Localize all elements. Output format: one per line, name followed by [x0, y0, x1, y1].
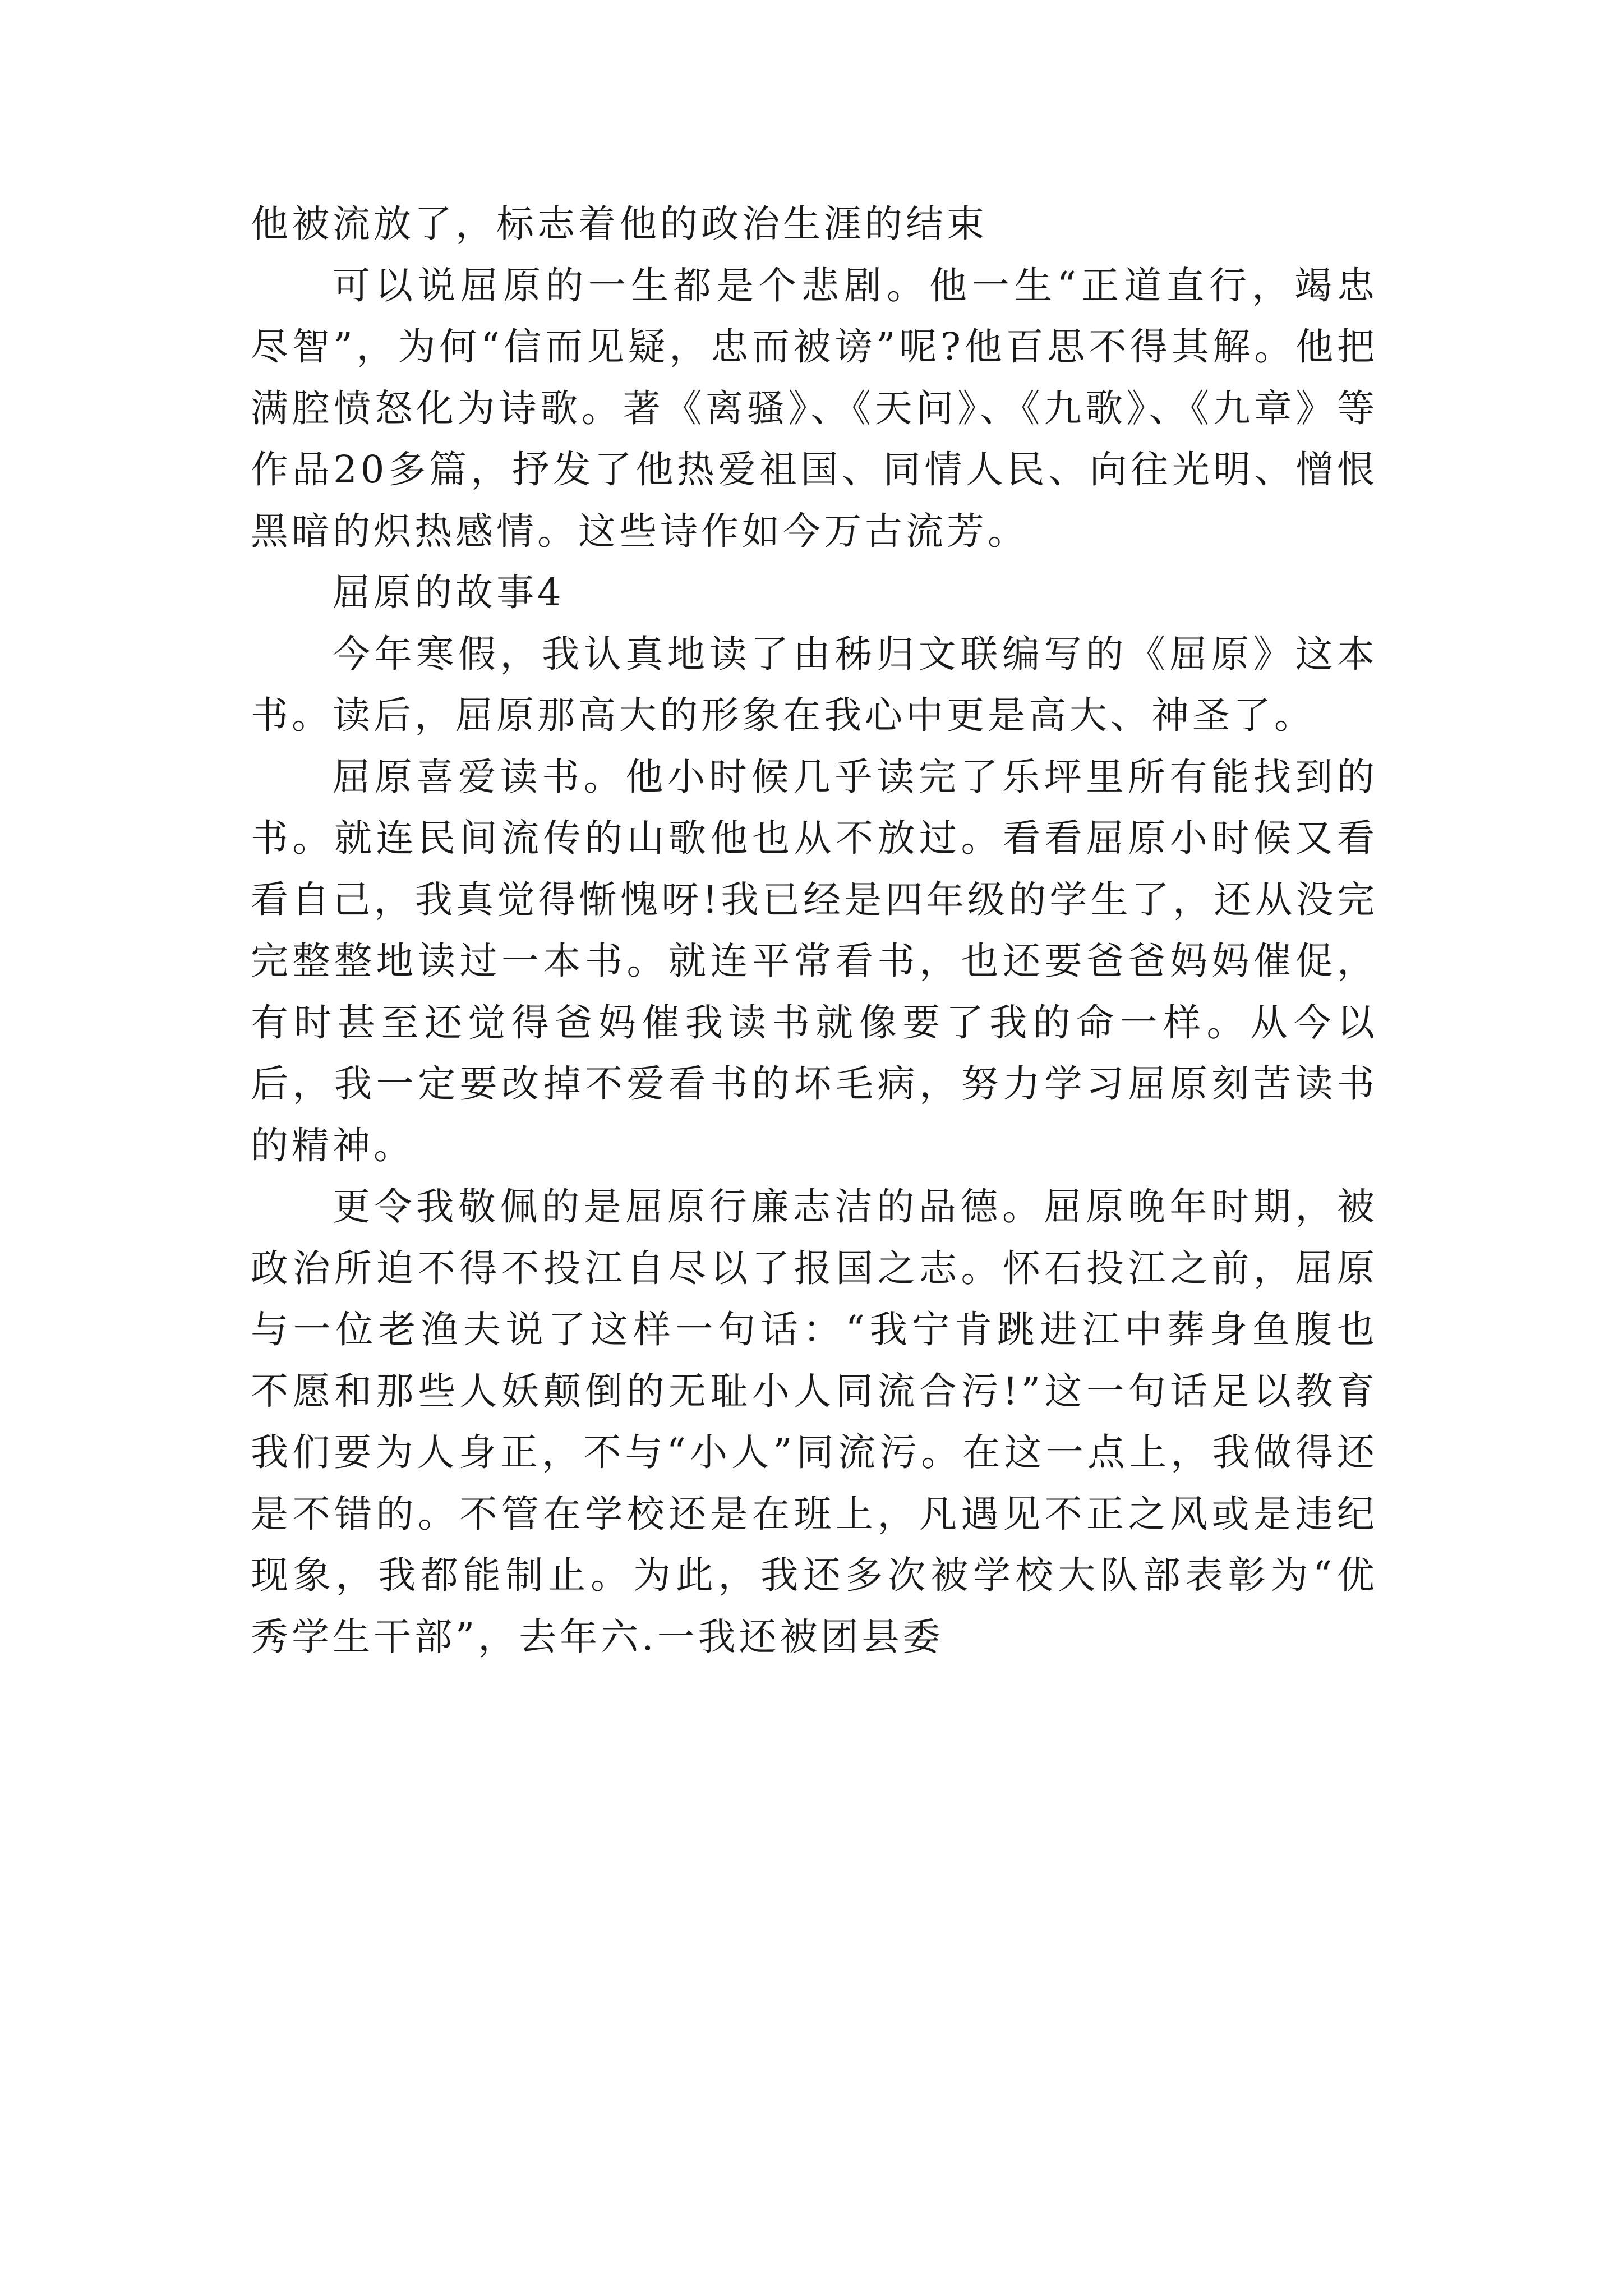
section-heading: 屈原的故事4: [333, 570, 565, 614]
paragraph-quyuan-tragedy: 可以说屈原的一生都是个悲剧。他一生“正道直行，竭忠尽智”，为何“信而见疑，忠而被谤”呢?他百思不得其解。他把满腔愤怒化为诗歌。著《离骚》、《天问》、《九歌》、《九章》等作品20多篇，抒发了他热爱祖国、同情人民、向往光明、憎恨黑暗的炽热感情。这些诗作如今万古流芳。: [251, 263, 1378, 553]
paragraph-integrity: 更令我敬佩的是屈原行廉志洁的品德。屈原晚年时期，被政治所迫不得不投江自尽以了报国之志。怀石投江之前，屈原与一位老渔夫说了这样一句话：“我宁肯跳进江中葬身鱼腹也不愿和那些人妖颠倒的无耻小人同流合污!”这一句话足以教育我们要为人身正，不与“小人”同流污。在这一点上，我做得还是不错的。不管在学校还是在班上，凡遇见不正之风或是违纪现象，我都能制止。为此，我还多次被学校大队部表彰为“优秀学生干部”，去年六.一我还被团县委: [251, 1185, 1378, 1659]
body-text: [251, 194, 1378, 1668]
paragraph-winter-reading: 今年寒假，我认真地读了由秭归文联编写的《屈原》这本书。读后，屈原那高大的形象在我心中更是高大、神圣了。: [251, 632, 1378, 737]
paragraph-love-of-reading: 屈原喜爱读书。他小时候几乎读完了乐坪里所有能找到的书。就连民间流传的山歌他也从不放过。看看屈原小时候又看看自己，我真觉得惭愧呀!我已经是四年级的学生了，还从没完完整整地读过一本书。就连平常看书，也还要爸爸妈妈催促，有时甚至还觉得爸妈催我读书就像要了我的命一样。从今以后，我一定要改掉不爱看书的坏毛病，努力学习屈原刻苦读书的精神。: [251, 754, 1378, 1167]
paragraph-continuation: 他被流放了，标志着他的政治生涯的结束: [251, 202, 988, 246]
